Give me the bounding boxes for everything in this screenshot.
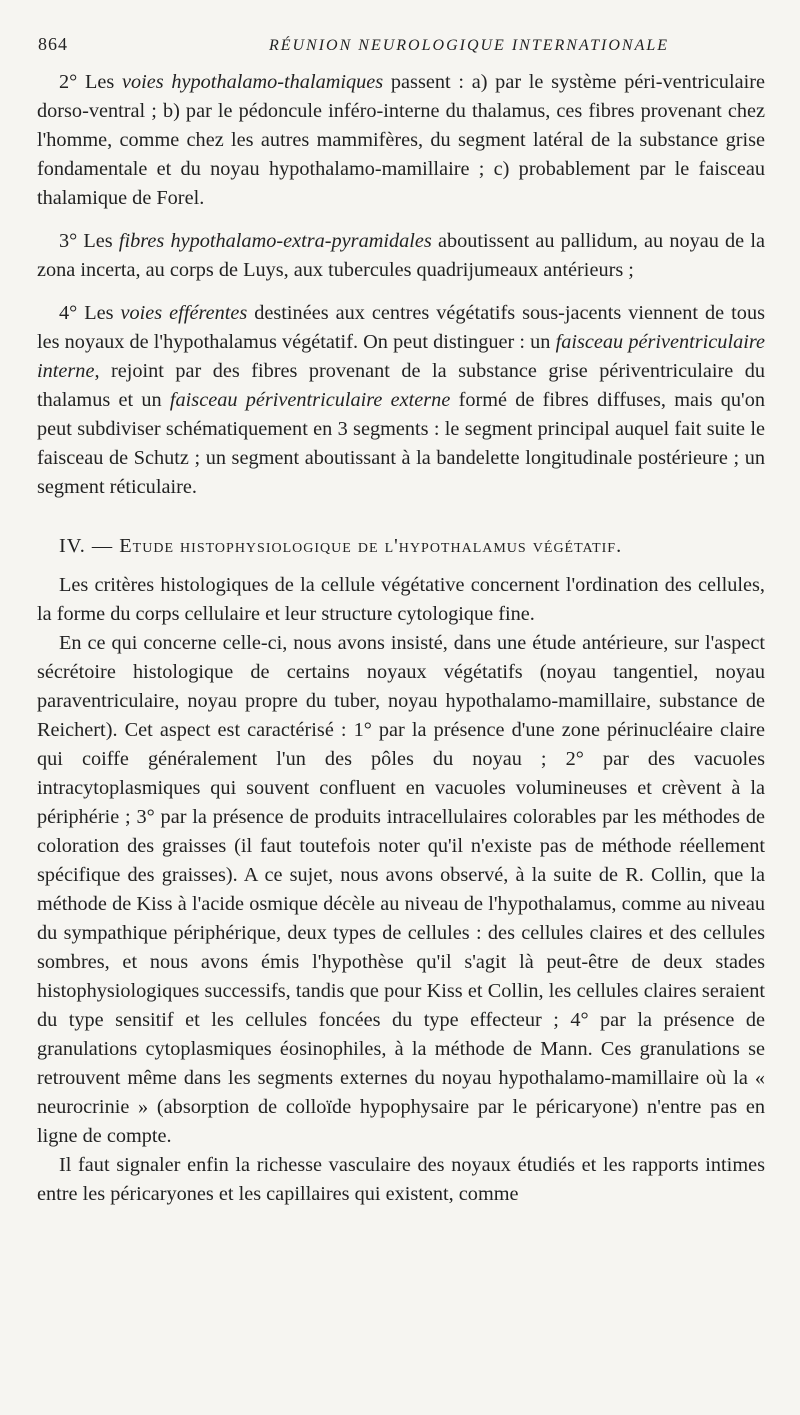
paragraph-text: destinées aux centres végétatifs sous-jacents viennent de tous les noyaux de l'hypothalamus végétatif. On peut distinguer : un xyxy=(37,302,765,353)
section-heading: IV. — Etude histophysiologique de l'hypothalamus végétatif. xyxy=(59,535,623,557)
italic-term: fibres hypothalamo-extra-pyramidales xyxy=(118,230,432,252)
paragraph-hypothalamo-thalamic xyxy=(37,68,765,213)
paragraph-number: 4° Les xyxy=(59,302,121,324)
italic-term: faisceau périventriculaire externe xyxy=(169,389,451,411)
paragraph-efferent-pathways xyxy=(37,299,765,502)
paragraph-number: 3° Les xyxy=(59,230,119,252)
italic-term: voies efférentes xyxy=(120,302,248,324)
paragraph-text: formé de fibres diffuses, mais qu'on peut subdiviser schématiquement en 3 segments : le segment principal auquel fait suite le faisceau de Schutz ; un segment aboutissant à la bandelette longitudinale postérieure ; un segment réticulaire. xyxy=(37,389,765,498)
body-text xyxy=(37,68,765,1209)
italic-term: voies hypothalamo-thalamiques xyxy=(121,71,384,93)
paragraph-text: passent : a) par le système péri-ventriculaire dorso-ventral ; b) par le pédoncule inféro-interne du thalamus, ces fibres provenant chez l'homme, comme chez les autres mammifères, du segment latéral de la substance grise fondamentale et du noyau hypothalamo-mamillaire ; c) probablement par le faisceau thalamique de Forel. xyxy=(37,71,765,209)
paragraph-text: , rejoint par des fibres provenant de la substance grise périventriculaire du thalamus et un xyxy=(37,360,765,411)
paragraph-extra-pyramidal xyxy=(37,227,765,285)
paragraph-secretory-aspect: En ce qui concerne celle-ci, nous avons insisté, dans une étude antérieure, sur l'aspect sécrétoire histologique de certains noyaux végétatifs (noyau tangentiel, noyau paraventriculaire, noyau propre du tuber, noyau hypothalamo-mamillaire, substance de Reichert). Cet aspect est caractérisé : 1° par la présence d'une zone périnucléaire claire qui coiffe généralement l'un des pôles du noyau ; 2° par des vacuoles intracytoplasmiques qui souvent confluent en vacuoles volumineuses et crèvent à la périphérie ; 3° par la présence de produits intracellulaires colorables par les méthodes de coloration des graisses (il faut toutefois noter qu'il n'existe pas de méthode réellement spécifique des graisses). A ce sujet, nous avons observé, à la suite de R. Collin, que la méthode de Kiss à l'acide osmique décèle au niveau de l'hypothalamus, comme au niveau du sympathique périphérique, deux types de cellules : des cellules claires et des cellules sombres, et nous avons émis l'hypothèse qu'il s'agit là peut-être de deux stades histophysiologiques successifs, tandis que pour Kiss et Collin, les cellules claires seraient du type sensitif et les cellules foncées du type effecteur ; 4° par la présence de granulations cytoplasmiques éosinophiles, à la méthode de Mann. Ces granulations se retrouvent même dans les segments externes du noyau hypothalamo-mamillaire où la « neurocrinie » (absorption de colloïde hypophysaire par le péricaryone) n'entre pas en ligne de compte. xyxy=(37,632,765,1147)
paragraph-histological-criteria: Les critères histologiques de la cellule végétative concernent l'ordination des cellules, la forme du corps cellulaire et leur structure cytologique fine. xyxy=(37,574,765,625)
paragraph-number: 2° Les xyxy=(59,71,122,93)
italic-term: faisceau périventriculaire interne xyxy=(37,331,765,382)
paragraph-text: aboutissent au pallidum, au noyau de la zona incerta, au corps de Luys, aux tubercules quadrijumeaux antérieurs ; xyxy=(37,230,765,281)
running-title: RÉUNION NEUROLOGIQUE INTERNATIONALE xyxy=(268,37,670,54)
paragraph-vascular-richness: Il faut signaler enfin la richesse vasculaire des noyaux étudiés et les rapports intimes entre les péricaryones et les capillaires qui existent, comme xyxy=(37,1154,765,1205)
page-number: 864 xyxy=(38,34,68,54)
page-header xyxy=(38,34,760,64)
